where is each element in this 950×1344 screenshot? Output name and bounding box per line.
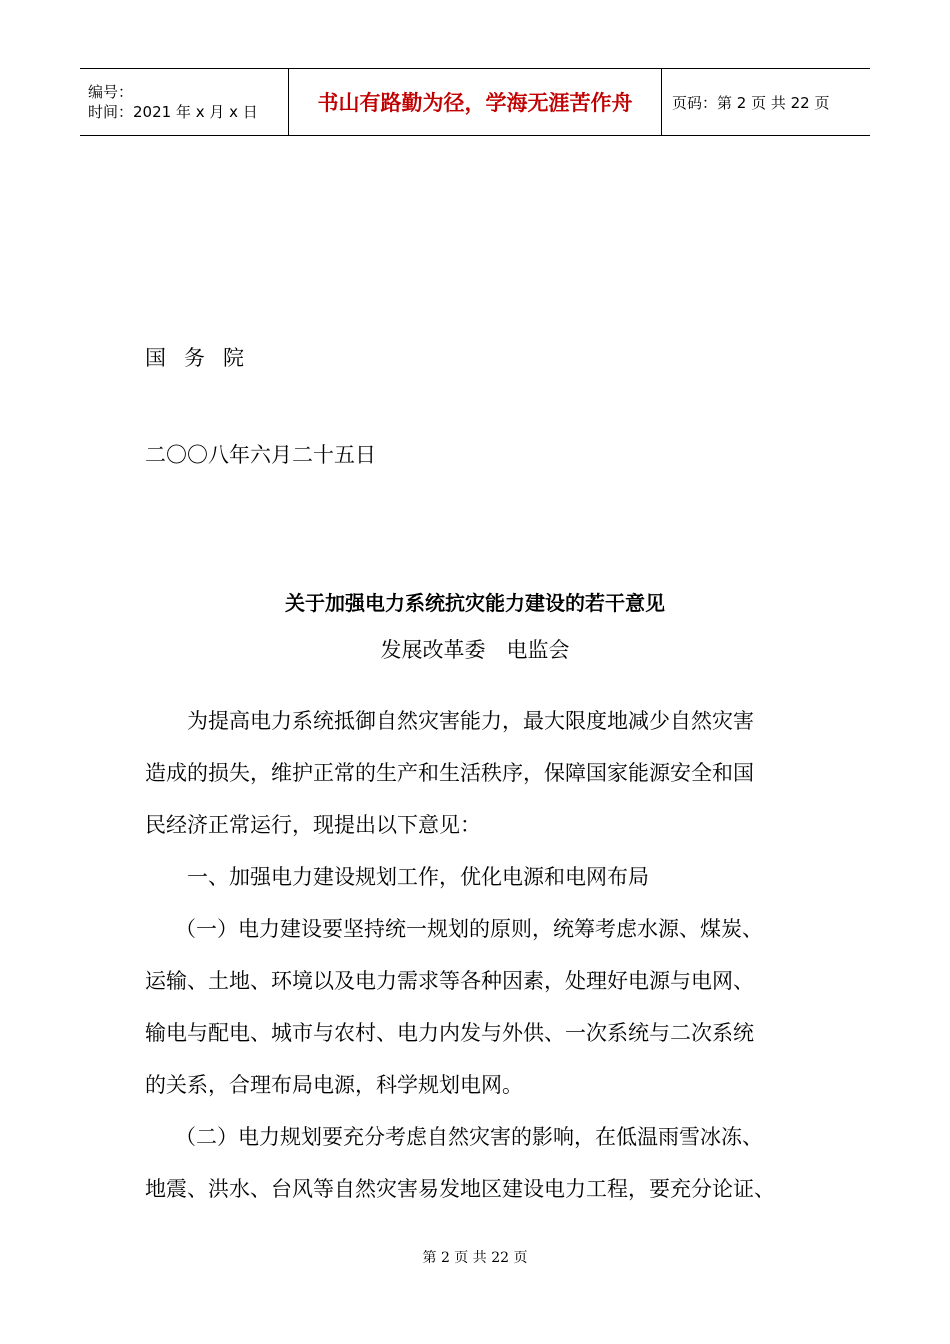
- paragraph-line: 的关系，合理布局电源，科学规划电网。: [145, 1073, 523, 1097]
- paragraph-intro: [145, 695, 815, 1215]
- signature-date: 二〇〇八年六月二十五日: [145, 443, 376, 467]
- document-title: 关于加强电力系统抗灾能力建设的若干意见: [285, 591, 665, 615]
- header-motto: 书山有路勤为径，学海无涯苦作舟: [289, 69, 662, 136]
- signature-org: 国务院: [145, 346, 262, 370]
- paragraph-line: 造成的损失，维护正常的生产和生活秩序，保障国家能源安全和国: [145, 761, 754, 785]
- document-subtitle: 发展改革委 电监会: [380, 638, 570, 662]
- section-heading: 一、加强电力建设规划工作，优化电源和电网布局: [187, 865, 649, 889]
- paragraph-line: 地震、洪水、台风等自然灾害易发地区建设电力工程，要充分论证、: [145, 1177, 775, 1201]
- header-time-label: 时间：2021 年 x 月 x 日: [88, 103, 258, 121]
- header-info-cell: [80, 69, 289, 136]
- paragraph-line: （二）电力规划要充分考虑自然灾害的影响，在低温雨雪冰冻、: [175, 1125, 763, 1149]
- header-number-label: 编号：: [88, 83, 134, 101]
- paragraph-line: 输电与配电、城市与农村、电力内发与外供、一次系统与二次系统: [145, 1021, 754, 1045]
- paragraph-line: 运输、土地、环境以及电力需求等各种因素，处理好电源与电网、: [145, 969, 754, 993]
- header-page-code: 页码：第 2 页 共 22 页: [662, 69, 871, 136]
- paragraph-line: 为提高电力系统抵御自然灾害能力，最大限度地减少自然灾害: [187, 709, 754, 733]
- document-header: [80, 68, 870, 136]
- paragraph-line: （一）电力建设要坚持统一规划的原则，统筹考虑水源、煤炭、: [175, 917, 763, 941]
- paragraph-line: 民经济正常运行，现提出以下意见：: [145, 813, 481, 837]
- page-footer: 第 2 页 共 22 页: [422, 1250, 528, 1266]
